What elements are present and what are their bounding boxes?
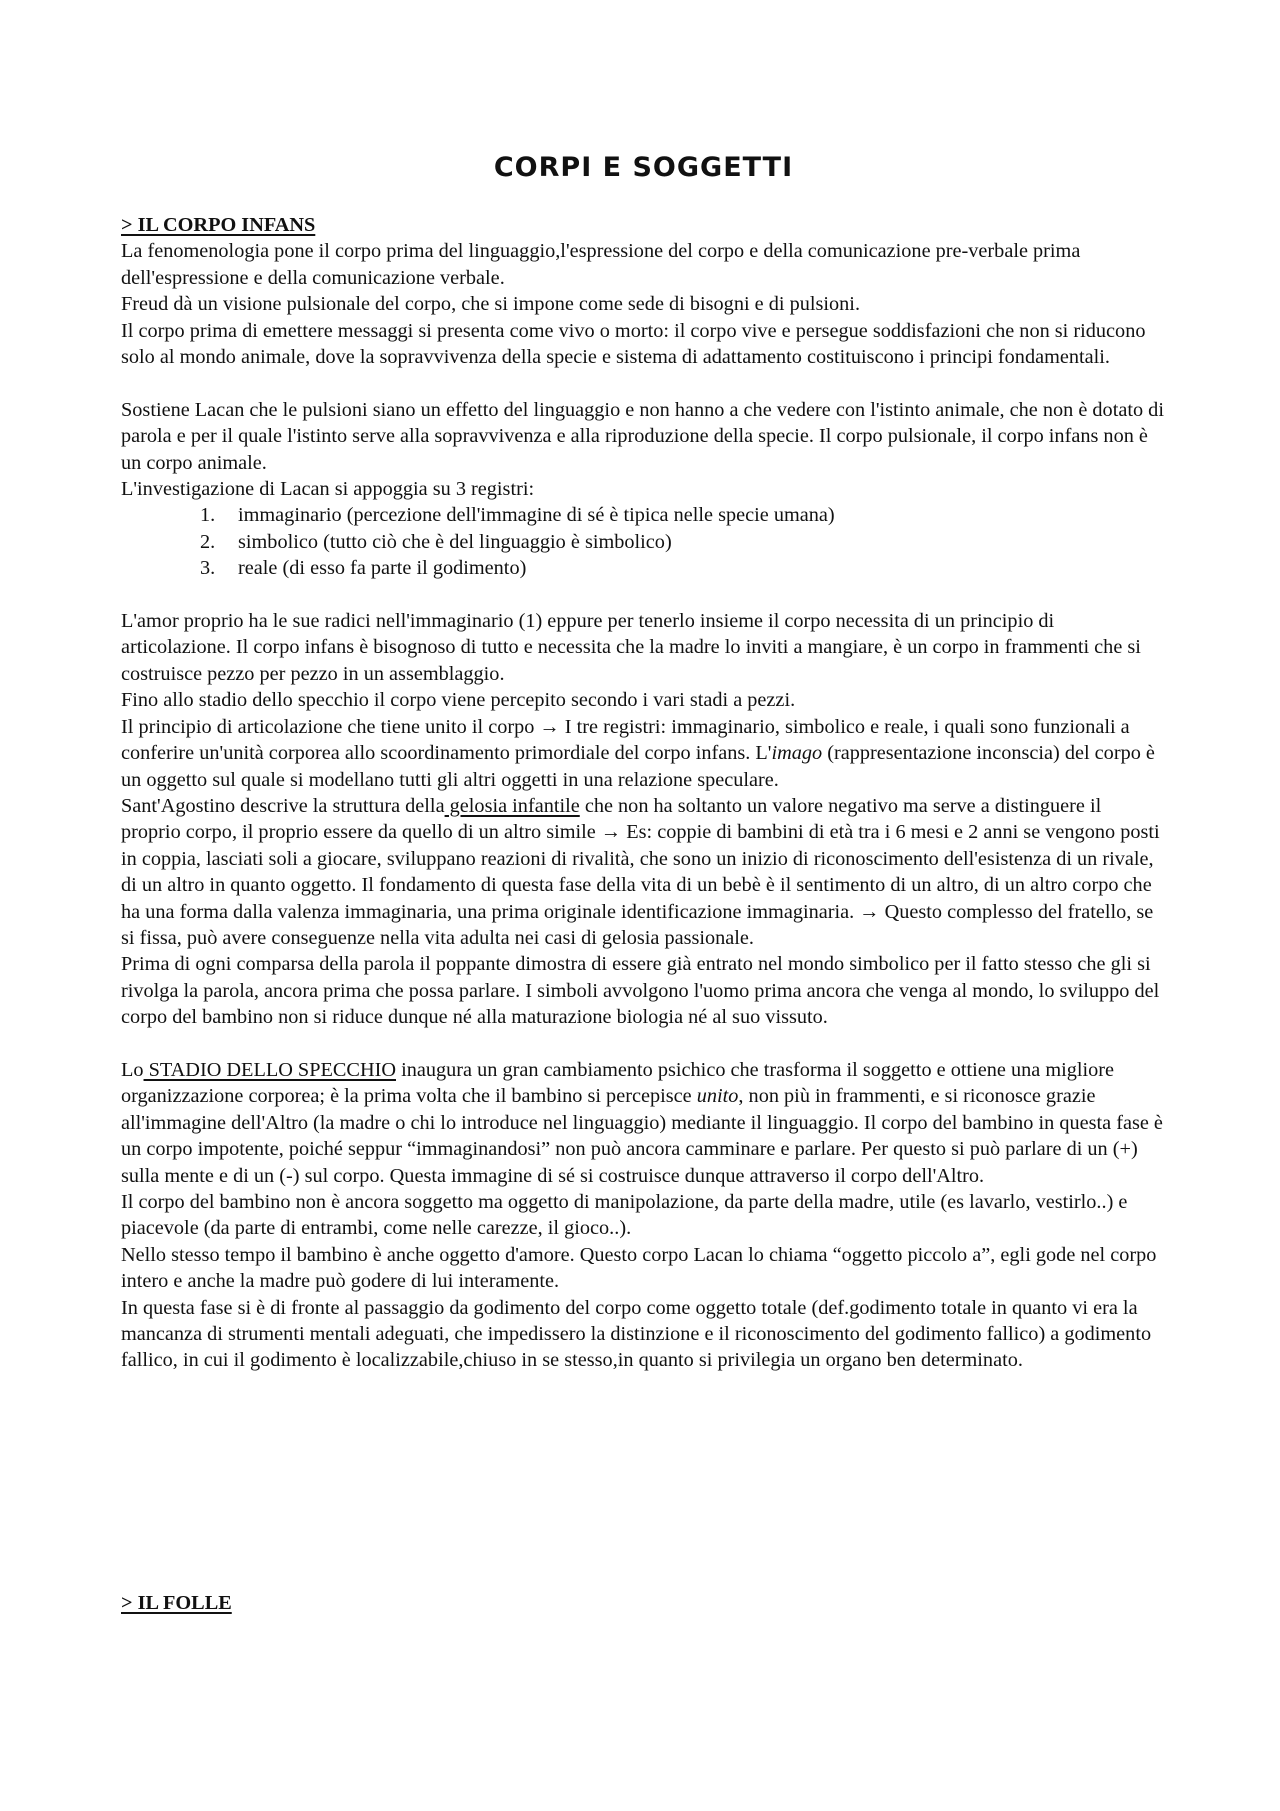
paragraph: Freud dà un visione pulsionale del corpo, che si impone come sede di bisogni e di pulsioni.: [121, 293, 861, 316]
paragraph: Il principio di articolazione che tiene unito il corpo → I tre registri: immaginario, simbolico e reale, i quali sono funzionali a conferire un'unità corporea allo scoordinamento primordiale del corpo infans. L'imago (rappresentazione inconscia) del corpo è un oggetto sul quale si modellano tutti gli altri oggetti in una relazione speculare.: [121, 715, 1155, 791]
list-item-text: reale (di esso fa parte il godimento): [238, 557, 527, 580]
paragraph: Sant'Agostino descrive la struttura della gelosia infantile che non ha soltanto un valore negativo ma serve a distinguere il proprio corpo, il proprio essere da quello di un altro simile → Es: coppie di bambini di età tra i 6 mesi e 2 anni se vengono posti in coppia, lasciati soli a giocare, sviluppano reazioni di rivalità, che sono un inizio di riconoscimento dell'esistenza di un rivale, di un altro in quanto oggetto. Il fondamento di questa fase della vita di un bebè è il sentimento di un altro, di un altro corpo che ha una forma dalla valenza immaginaria, una prima originale identificazione immaginaria. → Questo complesso del fratello, se si fissa, può avere conseguenze nella vita adulta nei casi di gelosia passionale.: [121, 794, 1160, 949]
list-item: [200, 529, 1166, 555]
document-title: CORPI E SOGGETTI: [493, 152, 794, 183]
list-item: [200, 555, 1166, 581]
italic-term: imago: [771, 742, 823, 765]
paragraph: Sostiene Lacan che le pulsioni siano un effetto del linguaggio e non hanno a che vedere con l'istinto animale, che non è dotato di parola e per il quale l'istinto serve alla sopravvivenza e alla riproduzione della specie. Il corpo pulsionale, il corpo infans non è un corpo animale.: [121, 398, 1164, 474]
paragraph: Fino allo stadio dello specchio il corpo viene percepito secondo i vari stadi a pezzi.: [121, 689, 796, 712]
list-number: 3.: [200, 557, 216, 580]
list-item-text: simbolico (tutto ciò che è del linguaggio è simbolico): [238, 530, 672, 553]
paragraph: La fenomenologia pone il corpo prima del linguaggio,l'espressione del corpo e della comunicazione pre-verbale prima dell'espressione e della comunicazione verbale.: [121, 240, 1081, 289]
paragraph: L'amor proprio ha le sue radici nell'immaginario (1) eppure per tenerlo insieme il corpo necessita di un principio di articolazione. Il corpo infans è bisognoso di tutto e necessita che la madre lo inviti a mangiare, è un corpo in frammenti che si costruisce pezzo per pezzo in un assemblaggio.: [121, 610, 1141, 685]
registri-list: [121, 502, 1166, 581]
list-number: 2.: [200, 530, 216, 553]
paragraph: In questa fase si è di fronte al passaggio da godimento del corpo come oggetto totale (def.godimento totale in quanto vi era la mancanza di strumenti mentali adeguati, che impedissero la distinzione e il riconoscimento del godimento fallico) a godimento fallico, in cui il godimento è localizzabile,chiuso in se stesso,in quanto si privilegia un organo ben determinato.: [121, 1296, 1152, 1372]
underlined-term: gelosia infantile: [444, 794, 580, 817]
list-item-text: immaginario (percezione dell'immagine di sé è tipica nelle specie umana): [238, 504, 835, 527]
paragraph: Lo STADIO DELLO SPECCHIO inaugura un gran cambiamento psichico che trasforma il soggetto e ottiene una migliore organizzazione corporea; è la prima volta che il bambino si percepisce unito, non più in frammenti, e si riconosce grazie all'immagine dell'Altro (la madre o chi lo introduce nel linguaggio) mediante il linguaggio. Il corpo del bambino in questa fase è un corpo impotente, poiché seppur “immaginandosi” non può ancora camminare e parlare. Per questo si può parlare di un (+) sulla mente e di un (-) sul corpo. Questa immagine di sé si costruisce dunque attraverso il corpo dell'Altro.: [121, 1058, 1163, 1187]
italic-term: unito: [696, 1085, 739, 1108]
document-body: [121, 212, 1166, 1374]
list-number: 1.: [200, 504, 216, 527]
paragraph: Prima di ogni comparsa della parola il poppante dimostra di essere già entrato nel mondo simbolico per il fatto stesso che gli si rivolga la parola, ancora prima che possa parlare. I simboli avvolgono l'uomo prima ancora che venga al mondo, lo sviluppo del corpo del bambino non si riduce dunque né alla maturazione biologia né al suo vissuto.: [121, 953, 1160, 1029]
section-heading-corpo-infans: > IL CORPO INFANS: [121, 214, 316, 236]
list-item: [200, 502, 1166, 528]
paragraph: L'investigazione di Lacan si appoggia su 3 registri:: [121, 478, 535, 501]
underlined-term: STADIO DELLO SPECCHIO: [143, 1058, 396, 1081]
paragraph: Il corpo del bambino non è ancora soggetto ma oggetto di manipolazione, da parte della madre, utile (es lavarlo, vestirlo..) e piacevole (da parte di entrambi, come nelle carezze, il gioco..).: [121, 1190, 1128, 1240]
section-heading-folle-wrap: [121, 1590, 232, 1616]
paragraph: Nello stesso tempo il bambino è anche oggetto d'amore. Questo corpo Lacan lo chiama “oggetto piccolo a”, egli gode nel corpo intero e anche la madre può godere di lui interamente.: [121, 1243, 1157, 1293]
paragraph: Il corpo prima di emettere messaggi si presenta come vivo o morto: il corpo vive e persegue soddisfazioni che non si riducono solo al mondo animale, dove la sopravvivenza della specie e sistema di adattamento costituiscono i principi fondamentali.: [121, 319, 1146, 369]
section-heading-folle: > IL FOLLE: [121, 1592, 232, 1614]
